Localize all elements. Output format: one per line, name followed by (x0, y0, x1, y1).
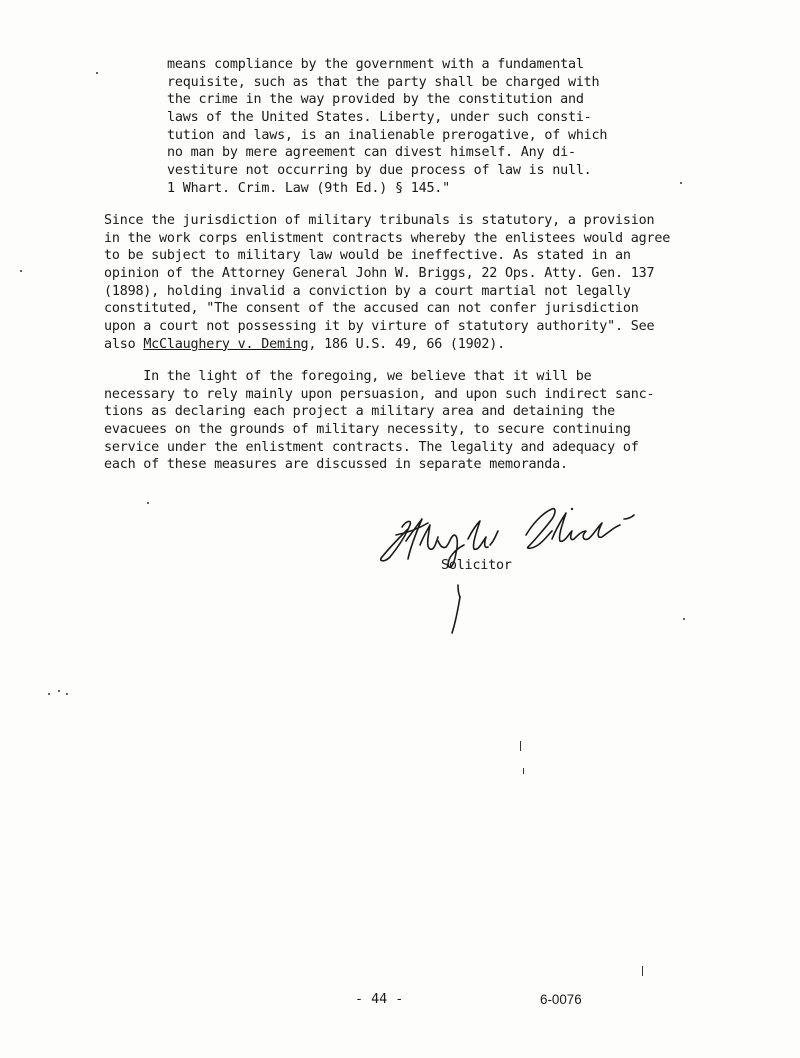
paragraph-line: service under the enlistment contracts. The legality and adequacy of (104, 439, 639, 455)
citation-suffix: , 186 U.S. 49, 66 (1902). (308, 336, 505, 352)
scan-speck (642, 966, 643, 976)
scan-speck (58, 690, 60, 692)
signature-scribble-icon (376, 505, 666, 645)
scan-speck (48, 693, 50, 695)
scan-speck (520, 741, 521, 751)
paragraph-line: In the light of the foregoing, we believe that it will be (104, 369, 592, 384)
paragraph-line: (1898), holding invalid a conviction by a court martial not legally (104, 283, 631, 299)
quote-line: requisite, such as that the party shall be charged with (167, 74, 600, 90)
paragraph-line-citation (104, 336, 734, 354)
paragraph-conclusion (104, 368, 734, 474)
quote-line: means compliance by the government with a fundamental (167, 57, 584, 72)
document-code: 6-0076 (540, 992, 582, 1007)
quote-line: tution and laws, is an inalienable prerogative, of which (167, 127, 608, 143)
paragraph-line: upon a court not possessing it by virture of statutory authority". See (104, 319, 655, 335)
quote-line: 1 Whart. Crim. Law (9th Ed.) § 145." (167, 180, 451, 196)
block-quote (167, 56, 667, 198)
scan-speck (96, 72, 98, 74)
case-name: McClaughery v. Deming (143, 336, 309, 352)
paragraph-line: necessary to rely mainly upon persuasion, and upon such indirect sanc- (104, 386, 655, 402)
paragraph-line: in the work corps enlistment contracts whereby the enlistees would agree (104, 230, 671, 246)
citation-prefix: also (104, 336, 144, 352)
paragraph-line: tions as declaring each project a military area and detaining the (104, 404, 616, 420)
paragraph-line: to be subject to military law would be ineffective. As stated in an (104, 248, 631, 264)
paragraph-line: each of these measures are discussed in separate memoranda. (104, 457, 568, 473)
scan-speck (147, 502, 149, 504)
quote-line: the crime in the way provided by the constitution and (167, 92, 584, 108)
paragraph-line: evacuees on the grounds of military necessity, to secure continuing (104, 422, 631, 438)
quote-line: vestiture not occurring by due process of law is null. (167, 163, 592, 179)
page-number: - 44 - (355, 992, 404, 1007)
signatory-title: Solicitor (441, 558, 512, 573)
paragraph-line: opinion of the Attorney General John W. Briggs, 22 Ops. Atty. Gen. 137 (104, 266, 655, 282)
scan-speck (523, 768, 524, 774)
scan-speck (66, 693, 68, 695)
paragraph-jurisdiction (104, 212, 734, 354)
paragraph-line: constituted, "The consent of the accused can not confer jurisdiction (104, 301, 639, 317)
paragraph-line: Since the jurisdiction of military tribunals is statutory, a provision (104, 213, 655, 228)
quote-line: no man by mere agreement can divest himself. Any di- (167, 145, 576, 161)
scan-speck (20, 270, 22, 272)
quote-line: laws of the United States. Liberty, under such consti- (167, 110, 592, 126)
scan-speck (683, 618, 685, 620)
handwritten-signature (376, 505, 666, 645)
scan-speck (680, 182, 682, 184)
